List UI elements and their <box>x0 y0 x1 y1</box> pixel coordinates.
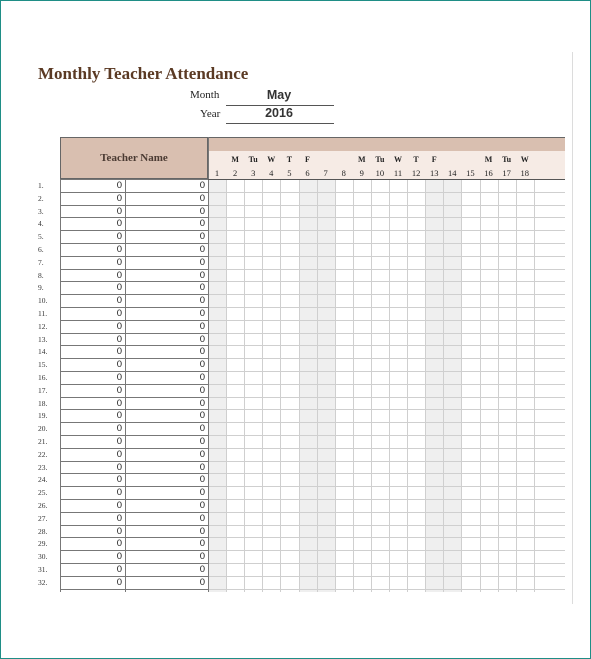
day-number: 14 <box>448 168 457 178</box>
row-number: 25. <box>38 488 48 498</box>
day-number: 2 <box>232 168 238 178</box>
row-number: 5. <box>38 232 44 242</box>
weekday-header: Tu <box>248 155 258 164</box>
weekday-header: F <box>305 155 310 164</box>
weekend-column <box>443 179 461 592</box>
weekday-header: T <box>413 155 419 164</box>
calendar-header-band <box>208 137 565 151</box>
teacher-last-name-cell[interactable]: 0 <box>199 576 205 588</box>
row-number: 19. <box>38 411 48 421</box>
row-number: 17. <box>38 385 48 395</box>
teacher-last-name-cell[interactable]: 0 <box>199 474 205 486</box>
teacher-last-name-cell[interactable]: 0 <box>199 436 205 447</box>
teacher-last-name-cell[interactable]: 0 <box>199 487 205 499</box>
teacher-last-name-cell[interactable]: 0 <box>199 244 205 255</box>
row-number: 10. <box>38 296 48 306</box>
day-column-divider <box>317 179 318 592</box>
teacher-last-name-cell[interactable]: 0 <box>199 372 205 383</box>
day-column-divider <box>480 179 481 592</box>
day-column-divider <box>498 179 499 592</box>
day-column-divider <box>371 179 372 592</box>
teacher-first-name-cell[interactable]: 0 <box>116 461 122 473</box>
day-number: 12 <box>411 168 421 178</box>
month-label: Month <box>190 89 220 101</box>
teacher-last-name-cell[interactable]: 0 <box>199 218 205 230</box>
teacher-last-name-cell[interactable]: 0 <box>199 448 205 460</box>
teacher-first-name-cell[interactable]: 0 <box>116 282 122 294</box>
teacher-last-name-cell[interactable]: 0 <box>199 295 205 307</box>
weekend-column <box>317 179 335 592</box>
teacher-name-header <box>60 137 208 179</box>
teacher-first-name-cell[interactable]: 0 <box>116 423 122 435</box>
day-number: 7 <box>323 168 328 178</box>
day-number: 3 <box>251 168 256 178</box>
row-number: 31. <box>38 565 48 574</box>
teacher-first-name-cell[interactable]: 0 <box>116 410 122 422</box>
weekday-header: F <box>431 155 437 164</box>
weekday-header: M <box>358 155 366 164</box>
day-column-divider <box>534 179 535 592</box>
day-number: 4 <box>269 168 274 178</box>
teacher-name-header-label: Teacher Name <box>100 152 168 164</box>
row-number: 27. <box>38 513 48 523</box>
row-number: 21. <box>38 437 48 446</box>
teacher-first-name-cell[interactable]: 0 <box>116 564 122 575</box>
day-number: 6 <box>305 168 310 178</box>
day-number: 13 <box>429 168 439 178</box>
row-divider <box>60 589 208 590</box>
weekday-header: T <box>286 155 293 164</box>
teacher-last-name-cell[interactable]: 0 <box>199 525 205 537</box>
teacher-last-name-cell[interactable]: 0 <box>199 180 205 191</box>
row-number: 26. <box>38 501 48 510</box>
teacher-last-name-cell[interactable]: 0 <box>199 231 205 243</box>
row-number: 29. <box>38 539 48 549</box>
row-number: 9. <box>38 283 44 293</box>
teacher-first-name-cell[interactable]: 0 <box>116 192 122 204</box>
day-number: 5 <box>287 168 292 178</box>
row-number: 20. <box>38 424 48 434</box>
teacher-first-name-cell[interactable]: 0 <box>116 474 122 486</box>
teacher-first-name-cell[interactable]: 0 <box>116 487 122 499</box>
month-value[interactable]: May <box>266 88 292 102</box>
weekday-header: Tu <box>375 155 385 164</box>
teacher-first-name-cell[interactable]: 0 <box>116 346 122 358</box>
row-number: 11. <box>38 309 48 318</box>
teacher-first-name-cell[interactable]: 0 <box>116 512 122 524</box>
row-number: 32. <box>38 577 48 587</box>
day-column-divider <box>425 179 426 592</box>
row-number: 6. <box>38 245 44 254</box>
day-number: 1 <box>214 168 220 178</box>
weekend-column <box>299 179 317 592</box>
teacher-last-name-cell[interactable]: 0 <box>199 410 205 422</box>
day-column-divider <box>299 179 300 592</box>
row-number: 30. <box>38 552 48 562</box>
teacher-first-name-cell[interactable]: 0 <box>116 308 122 319</box>
teacher-first-name-cell[interactable]: 0 <box>116 256 122 268</box>
day-number: 8 <box>341 168 346 178</box>
teacher-first-name-cell[interactable]: 0 <box>116 538 122 550</box>
teacher-first-name-cell[interactable]: 0 <box>116 525 122 537</box>
day-number: 11 <box>393 168 403 178</box>
day-number: 10 <box>375 168 385 178</box>
day-column-divider <box>244 179 245 592</box>
teacher-last-name-cell[interactable]: 0 <box>199 333 205 345</box>
day-column-divider <box>335 179 336 592</box>
weekday-header: M <box>484 155 493 164</box>
weekend-column <box>208 179 226 592</box>
row-number: 14. <box>38 347 48 357</box>
row-number: 23. <box>38 462 48 472</box>
teacher-first-name-cell[interactable]: 0 <box>116 448 122 460</box>
day-column-divider <box>389 179 390 592</box>
year-underline <box>226 123 334 124</box>
day-number: 16 <box>484 168 493 178</box>
row-number: 3. <box>38 206 44 216</box>
teacher-first-name-cell[interactable]: 0 <box>116 244 122 255</box>
day-number: 18 <box>520 168 529 178</box>
page-title: Monthly Teacher Attendance <box>38 64 249 83</box>
teacher-first-name-cell[interactable]: 0 <box>116 384 122 396</box>
day-column-divider <box>443 179 444 592</box>
teacher-first-name-cell[interactable]: 0 <box>116 372 122 383</box>
teacher-first-name-cell[interactable]: 0 <box>116 359 122 371</box>
year-value[interactable]: 2016 <box>265 106 293 120</box>
row-number: 12. <box>38 321 48 331</box>
teacher-last-name-cell[interactable]: 0 <box>199 256 205 268</box>
teacher-first-name-cell[interactable]: 0 <box>116 320 122 332</box>
row-number: 4. <box>38 219 44 229</box>
teacher-last-name-cell[interactable]: 0 <box>199 384 205 396</box>
weekday-header: W <box>394 155 402 164</box>
teacher-first-name-cell[interactable]: 0 <box>116 551 122 563</box>
day-column-divider <box>353 179 354 592</box>
day-column-divider <box>226 179 227 592</box>
teacher-first-name-cell[interactable]: 0 <box>116 500 122 511</box>
teacher-first-name-cell[interactable]: 0 <box>116 231 122 243</box>
teacher-first-name-cell[interactable]: 0 <box>116 333 122 345</box>
teacher-last-name-cell[interactable]: 0 <box>199 461 205 473</box>
teacher-first-name-cell[interactable]: 0 <box>116 397 122 409</box>
row-number: 7. <box>38 257 44 267</box>
teacher-last-name-cell[interactable]: 0 <box>199 205 205 217</box>
weekday-header: M <box>231 155 239 164</box>
row-number: 8. <box>38 270 44 280</box>
teacher-last-name-cell[interactable]: 0 <box>199 320 205 332</box>
row-number: 24. <box>38 475 48 485</box>
row-number: 1. <box>38 181 44 190</box>
row-number: 15. <box>38 360 48 370</box>
teacher-last-name-cell[interactable]: 0 <box>199 346 205 358</box>
teacher-last-name-cell[interactable]: 0 <box>199 538 205 550</box>
weekend-column <box>425 179 443 592</box>
row-number: 13. <box>38 334 48 344</box>
teacher-last-name-cell[interactable]: 0 <box>199 359 205 371</box>
day-column-divider <box>516 179 517 592</box>
teacher-first-name-cell[interactable]: 0 <box>116 218 122 230</box>
row-number: 2. <box>38 193 44 203</box>
column-divider <box>208 137 209 592</box>
teacher-last-name-cell[interactable]: 0 <box>199 308 205 319</box>
day-number: 9 <box>359 168 364 178</box>
teacher-last-name-cell[interactable]: 0 <box>199 282 205 294</box>
weekday-header: W <box>520 155 529 164</box>
teacher-last-name-cell[interactable]: 0 <box>199 551 205 563</box>
teacher-last-name-cell[interactable]: 0 <box>199 423 205 435</box>
day-number: 17 <box>502 168 511 178</box>
column-divider <box>60 179 61 592</box>
teacher-first-name-cell[interactable]: 0 <box>116 576 122 588</box>
teacher-first-name-cell[interactable]: 0 <box>116 205 122 217</box>
day-number: 15 <box>466 168 475 178</box>
teacher-last-name-cell[interactable]: 0 <box>199 269 205 281</box>
teacher-last-name-cell[interactable]: 0 <box>199 500 205 511</box>
teacher-first-name-cell[interactable]: 0 <box>116 180 122 191</box>
teacher-last-name-cell[interactable]: 0 <box>199 192 205 204</box>
teacher-last-name-cell[interactable]: 0 <box>199 564 205 575</box>
year-label: Year <box>200 108 221 120</box>
row-number: 16. <box>38 373 48 382</box>
column-divider <box>125 179 126 592</box>
page-edge <box>572 52 573 604</box>
weekday-header: Tu <box>502 155 512 164</box>
weekday-header: W <box>267 155 276 164</box>
row-number: 28. <box>38 526 48 536</box>
teacher-first-name-cell[interactable]: 0 <box>116 269 122 281</box>
teacher-first-name-cell[interactable]: 0 <box>116 436 122 447</box>
teacher-first-name-cell[interactable]: 0 <box>116 295 122 307</box>
calendar-header-divider <box>208 179 565 180</box>
day-column-divider <box>262 179 263 592</box>
teacher-last-name-cell[interactable]: 0 <box>199 512 205 524</box>
row-number: 22. <box>38 449 48 459</box>
day-column-divider <box>280 179 281 592</box>
day-column-divider <box>407 179 408 592</box>
row-number: 18. <box>38 398 48 408</box>
day-column-divider <box>461 179 462 592</box>
teacher-last-name-cell[interactable]: 0 <box>199 397 205 409</box>
